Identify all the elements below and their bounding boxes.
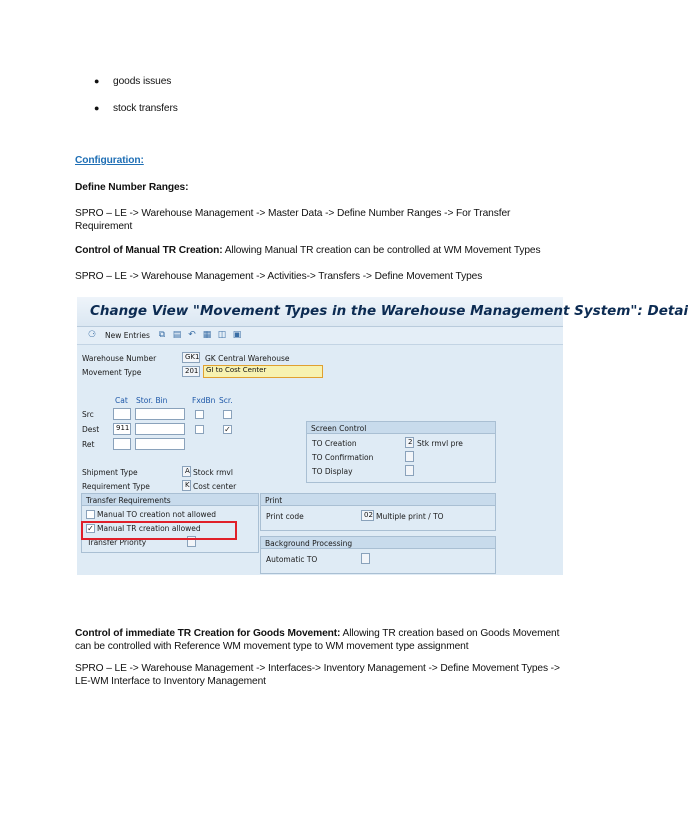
immediate-tr-line2: can be controlled with Reference WM movement type to WM movement type assignment	[75, 641, 469, 652]
movement-type-field[interactable]: 201	[182, 366, 200, 377]
background-processing-heading: Background Processing	[261, 537, 495, 549]
shipment-type-field[interactable]: A	[182, 466, 191, 477]
movement-type-label: Movement Type	[82, 368, 142, 377]
sap-screenshot	[77, 297, 688, 575]
row-dest-label: Dest	[82, 425, 100, 434]
immediate-tr-path	[75, 662, 595, 688]
sap-toolbar	[77, 327, 563, 345]
delete-icon[interactable]: ▤	[172, 330, 182, 340]
automatic-to-label: Automatic TO	[266, 555, 318, 564]
sap-title: Change View "Movement Types in the Warehouse Management System": Detai	[77, 297, 563, 327]
glasses-icon[interactable]: ⚆	[87, 330, 97, 340]
to-creation-text: Stk rmvl pre	[417, 439, 463, 448]
number-ranges-path-line2: Requirement	[75, 221, 133, 232]
to-display-field[interactable]	[405, 465, 414, 476]
to-confirmation-field[interactable]	[405, 451, 414, 462]
automatic-to-field[interactable]	[361, 553, 370, 564]
ret-bin-field[interactable]	[135, 438, 185, 450]
background-processing-group	[260, 536, 496, 574]
print-code-field[interactable]: 02	[361, 510, 374, 521]
new-entries-button[interactable]: New Entries	[105, 331, 150, 340]
requirement-type-label: Requirement Type	[82, 482, 150, 491]
select-all-icon[interactable]: ▦	[202, 330, 212, 340]
transfer-priority-label: Transfer Priority	[87, 538, 147, 547]
requirement-type-field[interactable]: K	[182, 480, 191, 491]
row-src-label: Src	[82, 410, 94, 419]
src-fxdbn-checkbox[interactable]	[195, 410, 204, 419]
warehouse-number-text: GK Central Warehouse	[205, 354, 290, 363]
immediate-tr-path-line1: SPRO – LE -> Warehouse Management -> Interfaces-> Inventory Management -> Define Movement Types ->	[75, 663, 560, 674]
number-ranges-path	[75, 207, 575, 233]
dest-cat-field[interactable]: 911	[113, 423, 131, 435]
number-ranges-heading-text: Define Number Ranges:	[75, 182, 189, 193]
bullet-dot: ●	[94, 76, 100, 86]
to-creation-field[interactable]: 2	[405, 437, 414, 448]
requirement-type-text: Cost center	[193, 482, 237, 491]
number-ranges-heading	[75, 181, 188, 194]
col-cat: Cat	[115, 396, 128, 405]
to-confirmation-label: TO Confirmation	[312, 453, 374, 462]
screen-control-group	[306, 421, 496, 483]
immediate-tr-line1	[75, 627, 595, 640]
warehouse-number-label: Warehouse Number	[82, 354, 157, 363]
manual-tr-heading: Control of Manual TR Creation:	[75, 245, 223, 256]
bullet-goods-issues: goods issues	[113, 76, 172, 87]
immediate-tr-text: Allowing TR creation based on Goods Movement	[340, 628, 560, 639]
dest-fxdbn-checkbox[interactable]	[195, 425, 204, 434]
manual-tr-paragraph	[75, 244, 541, 257]
manual-tr-allowed-checkbox[interactable]: ✓	[87, 524, 94, 533]
shipment-type-text: Stock rmvl	[193, 468, 233, 477]
manual-tr-allowed-label: Manual TR creation allowed	[97, 524, 201, 533]
col-stor-bin: Stor. Bin	[136, 396, 168, 405]
print-code-text: Multiple print / TO	[376, 512, 444, 521]
print-group	[260, 493, 496, 531]
manual-tr-path: SPRO – LE -> Warehouse Management -> Activities-> Transfers -> Define Movement Types	[75, 271, 483, 282]
undo-icon[interactable]: ↶	[188, 330, 196, 340]
bullet-dot: ●	[94, 103, 100, 113]
col-fxdbn: FxdBn	[192, 396, 216, 405]
dest-scr-checkbox[interactable]: ✓	[224, 425, 231, 434]
immediate-tr-heading: Control of immediate TR Creation for Goods Movement:	[75, 628, 341, 639]
to-creation-label: TO Creation	[312, 439, 357, 448]
movement-type-text[interactable]: GI to Cost Center	[203, 365, 323, 378]
manual-to-not-allowed-label: Manual TO creation not allowed	[97, 510, 217, 519]
manual-tr-text: Allowing Manual TR creation can be controlled at WM Movement Types	[222, 245, 541, 256]
highlight-box	[81, 521, 237, 540]
src-bin-field[interactable]	[135, 408, 185, 420]
immediate-tr-paragraph	[75, 627, 595, 653]
number-ranges-path-line1: SPRO – LE -> Warehouse Management -> Master Data -> Define Number Ranges -> For Transfer	[75, 208, 511, 219]
copy-icon[interactable]: ⧉	[158, 330, 166, 340]
print-heading: Print	[261, 494, 495, 506]
ret-cat-field[interactable]	[113, 438, 131, 450]
src-cat-field[interactable]	[113, 408, 131, 420]
row-ret-label: Ret	[82, 440, 95, 449]
col-scr: Scr.	[219, 396, 233, 405]
to-display-label: TO Display	[312, 467, 353, 476]
bullet-stock-transfers: stock transfers	[113, 103, 178, 114]
deselect-icon[interactable]: ◫	[217, 330, 227, 340]
warehouse-number-field[interactable]: GK1	[182, 352, 200, 363]
transfer-requirements-heading: Transfer Requirements	[82, 494, 258, 506]
immediate-tr-path-line2: LE-WM Interface to Inventory Management	[75, 676, 266, 687]
screen-control-heading: Screen Control	[307, 422, 495, 434]
shipment-type-label: Shipment Type	[82, 468, 138, 477]
dest-bin-field[interactable]	[135, 423, 185, 435]
manual-to-not-allowed-checkbox[interactable]	[86, 510, 95, 519]
details-icon[interactable]: ▣	[232, 330, 242, 340]
print-code-label: Print code	[266, 512, 304, 521]
configuration-heading: Configuration:	[75, 155, 144, 166]
src-scr-checkbox[interactable]	[223, 410, 232, 419]
